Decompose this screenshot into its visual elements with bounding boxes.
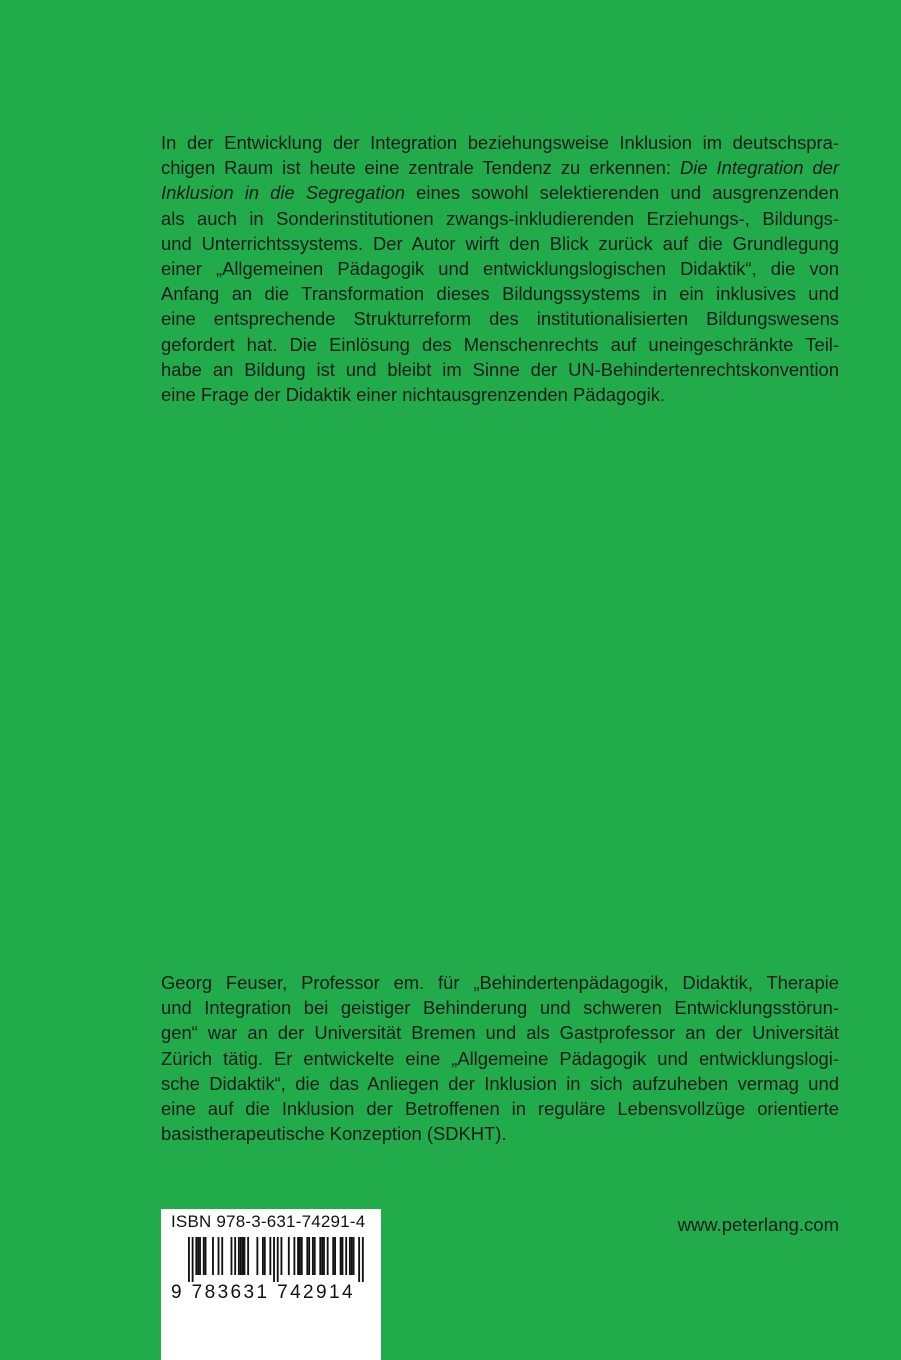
barcode-bar bbox=[297, 1237, 299, 1275]
barcode-bar bbox=[301, 1237, 303, 1275]
barcode-bar bbox=[188, 1237, 190, 1282]
bio-line: sche Didaktik“, die das Anliegen der Inklusion in sich aufzuheben vermag und bbox=[161, 1072, 839, 1094]
barcode-bar bbox=[323, 1237, 325, 1275]
barcode-bar bbox=[293, 1237, 295, 1275]
blurb-line: einer „Allgemeinen Pädagogik und entwicklungslogischen Didaktik“, die von bbox=[161, 258, 839, 280]
barcode-bar bbox=[256, 1237, 258, 1275]
barcode-bar bbox=[192, 1237, 194, 1282]
barcode-bar bbox=[203, 1237, 205, 1275]
barcode-bar bbox=[244, 1237, 246, 1275]
blurb-line: als auch in Sonderinstitutionen zwangs-inkludierenden Erziehungs-, Bildungs- bbox=[161, 207, 839, 229]
barcode-bar bbox=[327, 1237, 329, 1275]
barcode-bar bbox=[299, 1237, 301, 1275]
barcode-bar bbox=[195, 1237, 197, 1275]
bio-line: Zürich tätig. Er entwickelte eine „Allgemeine Pädagogik und entwicklungslogi- bbox=[161, 1047, 839, 1069]
barcode-bar bbox=[221, 1237, 223, 1275]
barcode-bar bbox=[340, 1237, 342, 1275]
blurb-line: und Unterrichtssystems. Der Autor wirft den Blick zurück auf die Grundlegung bbox=[161, 232, 839, 254]
barcode-bar bbox=[281, 1237, 283, 1275]
barcode-bar bbox=[277, 1237, 279, 1282]
barcode-bar bbox=[362, 1237, 364, 1282]
barcode-bar bbox=[242, 1237, 244, 1275]
barcode-bar bbox=[349, 1237, 351, 1275]
barcode-digits: 9 783631 742914 bbox=[171, 1282, 355, 1303]
barcode-bar bbox=[205, 1237, 207, 1275]
barcode-bar bbox=[288, 1237, 290, 1275]
author-bio bbox=[161, 970, 839, 1146]
blurb-line: habe an Bildung ist und bleibt im Sinne der UN-Behindertenrechtskonvention bbox=[161, 358, 839, 380]
barcode-bar bbox=[334, 1237, 336, 1275]
barcode-bar bbox=[306, 1237, 308, 1275]
bio-line: basistherapeutische Konzeption (SDKHT). bbox=[161, 1123, 507, 1145]
bio-line: eine auf die Inklusion der Betroffenen in reguläre Lebensvollzüge orientierte bbox=[161, 1098, 839, 1120]
barcode-bar bbox=[332, 1237, 334, 1275]
blurb-line: eine entsprechende Strukturreform des institutionalisierten Bildungswesens bbox=[161, 308, 839, 330]
barcode-bar bbox=[238, 1237, 240, 1275]
barcode-bar bbox=[351, 1237, 353, 1275]
barcode-bar bbox=[319, 1237, 321, 1275]
blurb-line: gefordert hat. Die Einlösung des Menschenrechts auf uneingeschränkte Teil- bbox=[161, 333, 839, 355]
blurb-line: Anfang an die Transformation dieses Bildungssystems in ein inklusives und bbox=[161, 283, 839, 305]
barcode-bar bbox=[218, 1237, 220, 1275]
barcode-bar bbox=[345, 1237, 347, 1275]
bio-line: und Integration bei geistiger Behinderung und schweren Entwicklungsstörun- bbox=[161, 997, 839, 1019]
barcode-bar bbox=[358, 1237, 360, 1282]
barcode-bar bbox=[308, 1237, 310, 1275]
bio-line: gen“ war an der Universität Bremen und als Gastprofessor an der Universität bbox=[161, 1022, 839, 1044]
barcode-bar bbox=[314, 1237, 316, 1275]
barcode-bar bbox=[273, 1237, 275, 1282]
isbn-label: ISBN 978-3-631-74291-4 bbox=[171, 1212, 366, 1231]
barcode-bar bbox=[353, 1237, 355, 1275]
barcode-icon bbox=[161, 1209, 381, 1360]
barcode-bar bbox=[264, 1237, 266, 1275]
blurb-italic: Die Integration der bbox=[679, 157, 839, 179]
barcode-bar bbox=[197, 1237, 199, 1275]
barcode-bar bbox=[312, 1237, 314, 1275]
barcode-panel bbox=[161, 1209, 381, 1360]
blurb-line: chigen Raum ist heute eine zentrale Tendenz zu erkennen: Die Integration der bbox=[161, 157, 839, 179]
barcode-bar bbox=[262, 1237, 264, 1275]
blurb-text bbox=[161, 130, 839, 407]
blurb-line: In der Entwicklung der Integration beziehungsweise Inklusion im deutschspra- bbox=[161, 132, 839, 153]
barcode-bar bbox=[269, 1237, 271, 1275]
blurb-line: eine Frage der Didaktik einer nichtausgrenzenden Pädagogik. bbox=[161, 384, 666, 406]
barcode-bar bbox=[247, 1237, 249, 1275]
blurb-italic: Inklusion in die Segregation bbox=[161, 182, 406, 204]
barcode-bar bbox=[234, 1237, 236, 1275]
barcode-bar bbox=[321, 1237, 323, 1275]
barcode-bar bbox=[342, 1237, 344, 1275]
bio-line: Georg Feuser, Professor em. für „Behindertenpädagogik, Didaktik, Therapie bbox=[161, 972, 839, 993]
barcode-bar bbox=[231, 1237, 233, 1275]
barcode-bar bbox=[199, 1237, 201, 1275]
publisher-website[interactable]: www.peterlang.com bbox=[677, 1214, 839, 1235]
barcode-bar bbox=[240, 1237, 242, 1275]
blurb-line: Inklusion in die Segregation eines sowohl selektierenden und ausgrenzenden bbox=[161, 182, 840, 204]
barcode-bar bbox=[212, 1237, 214, 1275]
